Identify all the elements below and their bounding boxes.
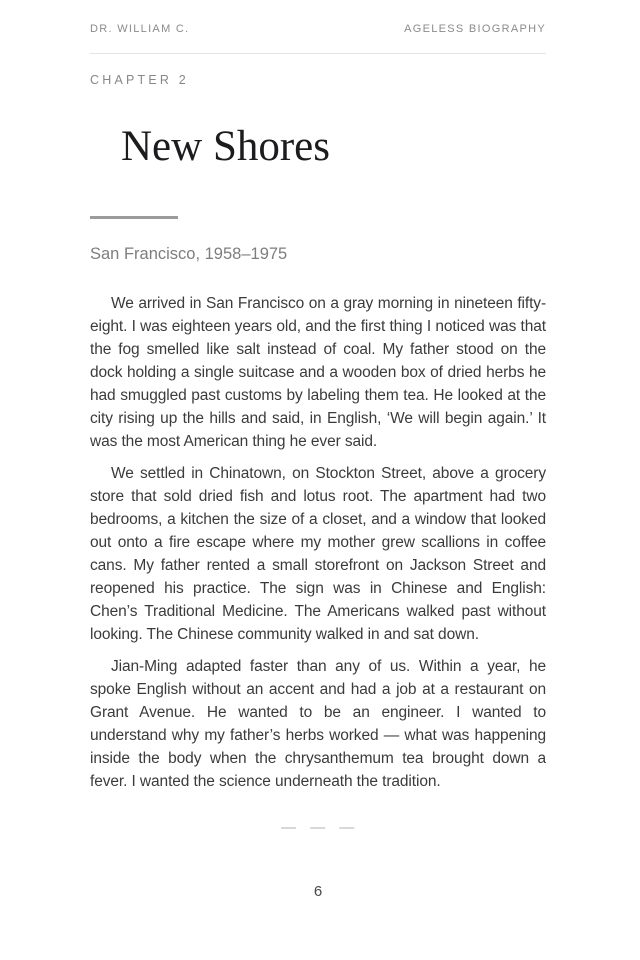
chapter-title: New Shores	[121, 123, 330, 170]
chapter-body	[90, 292, 546, 793]
header-book-title: AGELESS BIOGRAPHY	[404, 23, 546, 35]
title-divider	[90, 216, 178, 219]
body-paragraph: Jian-Ming adapted faster than any of us. Within a year, he spoke English without an accent and had a job at a restaurant on Grant Avenue. He wanted to be an engineer. I wanted to understand why my father’s herbs worked — what was happening inside the body when the chrysanthemum tea brought down a fever. I wanted the science underneath the tradition.	[90, 658, 546, 790]
header-author: DR. WILLIAM C.	[90, 23, 190, 35]
chapter-subtitle: San Francisco, 1958–1975	[90, 245, 288, 263]
body-paragraph: We arrived in San Francisco on a gray morning in nineteen fifty-eight. I was eighteen years old, and the first thing I noticed was that the fog smelled like salt instead of coal. My father stood on the dock holding a single suitcase and a wooden box of dried herbs he had smuggled past customs by labeling them tea. He looked at the city rising up the hills and said, in English, ‘We will begin again.’ It was the most American thing he ever said.	[90, 295, 546, 450]
chapter-label: CHAPTER 2	[90, 73, 189, 87]
body-paragraph: We settled in Chinatown, on Stockton Street, above a grocery store that sold dried fish and lotus root. The apartment had two bedrooms, a kitchen the size of a closet, and a window that looked out onto a fire escape where my mother grew scallions in coffee cans. My father rented a small storefront on Jackson Street and reopened his practice. The sign was in Chinese and English: Chen’s Traditional Medicine. The Americans walked past without looking. The Chinese community walked in and sat down.	[90, 465, 546, 643]
section-separator: — — —	[281, 819, 355, 836]
page-number: 6	[313, 883, 323, 900]
running-header	[90, 22, 546, 54]
